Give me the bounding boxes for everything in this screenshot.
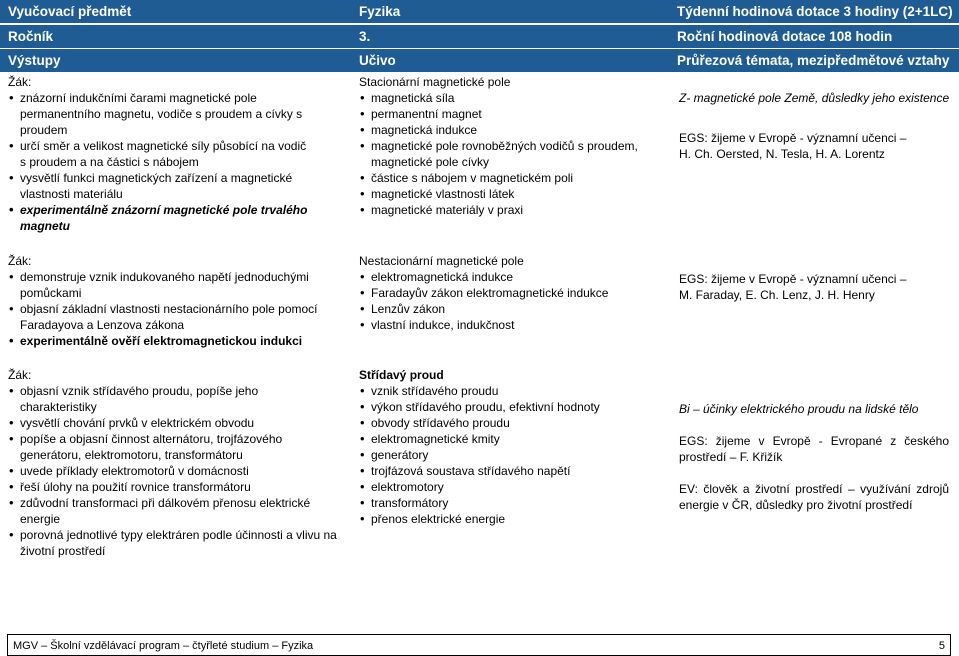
weekly-hours: Týdenní hodinová dotace 3 hodiny (2+1LC) (677, 4, 953, 19)
list-item: • Lenzův zákon (359, 301, 659, 317)
page-footer (7, 634, 951, 656)
zak-label: Žák: (8, 254, 32, 268)
list-item: • trojfázová soustava střídavého napětí (359, 463, 659, 479)
zak-label: Žák: (8, 75, 32, 89)
list-item: • magnetické vlastnosti látek (359, 186, 659, 202)
list-item: • elektromotory (359, 479, 659, 495)
page-number: 5 (938, 640, 945, 652)
subject-label: Vyučovací předmět (8, 4, 132, 19)
list-item: • řeší úlohy na použití rovnice transformátoru (8, 479, 338, 495)
section3-curriculum (359, 367, 659, 527)
list-item: • magnetické pole rovnoběžných vodičů s proudem, magnetické pole cívky (359, 138, 659, 170)
list-item: • vysvětlí funkci magnetických zařízení a magnetické vlastnosti materiálu (8, 170, 308, 202)
section1-curriculum (359, 74, 659, 218)
outputs-heading: Výstupy (8, 53, 61, 68)
list-item: • výkon střídavého proudu, efektivní hodnoty (359, 399, 659, 415)
footer-text: MGV – Školní vzdělávací program – čtyřleté studium – Fyzika (13, 640, 314, 652)
cross-topic: Bi – účinky elektrického proudu na lidské tělo (679, 402, 919, 416)
list-item: • magnetické materiály v praxi (359, 202, 659, 218)
section2-cross (679, 271, 954, 303)
list-item: • experimentálně znázorní magnetické pole trvalého magnetu (8, 202, 308, 234)
zak-label: Žák: (8, 368, 32, 382)
list-item: • objasní základní vlastnosti nestacionárního pole pomocí Faradayova a Lenzova zákona (8, 301, 328, 333)
topic-title: Nestacionární magnetické pole (359, 254, 524, 268)
cross-topic: M. Faraday, E. Ch. Lenz, J. H. Henry (679, 288, 875, 302)
list-item: • generátory (359, 447, 659, 463)
list-item: • přenos elektrické energie (359, 511, 659, 527)
list-item: • vysvětlí chování prvků v elektrickém obvodu (8, 415, 338, 431)
cross-topic: EGS: žijeme v Evropě - Evropané z českého prostředí – F. Křižík (679, 434, 949, 464)
yearly-hours: Roční hodinová dotace 108 hodin (677, 29, 893, 44)
header-row-2 (0, 25, 959, 48)
section1-cross (679, 90, 954, 162)
list-item: • vlastní indukce, indukčnost (359, 317, 659, 333)
grade-label: Ročník (8, 29, 54, 44)
section2-curriculum (359, 253, 659, 333)
list-item: • magnetická indukce (359, 122, 659, 138)
list-item: • magnetická síla (359, 90, 659, 106)
list-item: • objasní vznik střídavého proudu, popíše jeho charakteristiky (8, 383, 338, 415)
header-row-3 (0, 49, 959, 72)
cross-topic: H. Ch. Oersted, N. Tesla, H. A. Lorentz (679, 147, 885, 161)
header-row-1 (0, 0, 959, 23)
cross-topic: Z- magnetické pole Země, důsledky jeho existence (679, 91, 950, 105)
topic-title: Střídavý proud (359, 368, 444, 382)
list-item: • vznik střídavého proudu (359, 383, 659, 399)
grade-value: 3. (359, 29, 371, 44)
list-item: • porovná jednotlivé typy elektráren podle účinnosti a vlivu na životní prostředí (8, 527, 338, 559)
cross-topic: EGS: žijeme v Evropě - významní učenci – (679, 131, 907, 145)
list-item: • transformátory (359, 495, 659, 511)
section1-outputs (8, 74, 308, 234)
cross-topic: EV: člověk a životní prostředí – využívání zdrojů energie v ČR, důsledky pro životní prostředí (679, 482, 949, 512)
cross-topics-heading: Průřezová témata, mezipředmětové vztahy (677, 53, 950, 68)
cross-topic: EGS: žijeme v Evropě - významní učenci – (679, 272, 907, 286)
list-item: • elektromagnetická indukce (359, 269, 659, 285)
list-item: • určí směr a velikost magnetické síly působící na vodič s proudem a na částici s nábojem (8, 138, 308, 170)
curriculum-heading: Učivo (359, 53, 396, 68)
list-item: • znázorní indukčními čarami magnetické pole permanentního magnetu, vodiče s proudem a cívky s proudem (8, 90, 308, 138)
subject-value: Fyzika (359, 4, 401, 19)
section2-outputs (8, 253, 328, 349)
list-item: • obvody střídavého proudu (359, 415, 659, 431)
list-item: • Faradayův zákon elektromagnetické indukce (359, 285, 659, 301)
list-item: • elektromagnetické kmity (359, 431, 659, 447)
list-item: • experimentálně ověří elektromagnetickou indukci (8, 333, 328, 349)
list-item: • permanentní magnet (359, 106, 659, 122)
list-item: • popíše a objasní činnost alternátoru, trojfázového generátoru, elektromotoru, transformátoru (8, 431, 338, 463)
section3-outputs (8, 367, 338, 559)
list-item: • částice s nábojem v magnetickém poli (359, 170, 659, 186)
list-item: • uvede příklady elektromotorů v domácnosti (8, 463, 338, 479)
list-item: • zdůvodní transformaci při dálkovém přenosu elektrické energie (8, 495, 338, 527)
topic-title: Stacionární magnetické pole (359, 75, 511, 89)
list-item: • demonstruje vznik indukovaného napětí jednoduchými pomůckami (8, 269, 328, 301)
section3-cross (679, 401, 949, 513)
